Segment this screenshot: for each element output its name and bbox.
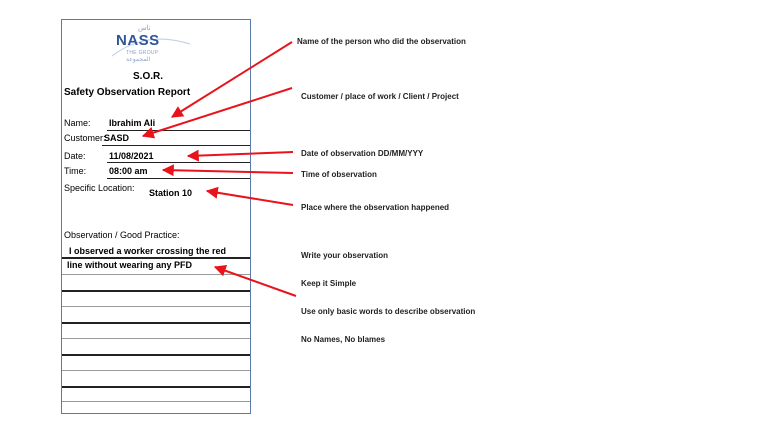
location-label: Specific Location:: [64, 183, 135, 193]
date-value: 11/08/2021: [109, 151, 154, 161]
annotation-basic-words: Use only basic words to describe observation: [301, 307, 476, 316]
annotation-date: Date of observation DD/MM/YYY: [301, 149, 424, 158]
observation-line-1: I observed a worker crossing the red: [69, 246, 227, 256]
annotation-time: Time of observation: [301, 170, 377, 179]
form-short-title: S.O.R.: [133, 71, 164, 82]
arrow-name: [172, 42, 292, 117]
arrow-observation: [215, 267, 296, 296]
form-title: Safety Observation Report: [64, 87, 191, 98]
observation-line-2: line without wearing any PFD: [67, 260, 193, 270]
logo-arabic-top: ناس: [138, 25, 151, 32]
logo-arabic-bottom: المجموعة: [126, 57, 151, 63]
customer-label: Customer:: [64, 133, 106, 143]
logo-name: NASS: [116, 32, 160, 49]
customer-value: SASD: [104, 133, 130, 143]
annotation-name: Name of the person who did the observation: [297, 37, 466, 46]
name-label: Name:: [64, 118, 91, 128]
annotation-write: Write your observation: [301, 251, 388, 260]
time-label: Time:: [64, 166, 87, 176]
time-value: 08:00 am: [109, 166, 148, 176]
observation-label: Observation / Good Practice:: [64, 230, 180, 240]
annotation-simple: Keep it Simple: [301, 279, 357, 288]
arrow-time: [163, 170, 293, 173]
annotation-no-blames: No Names, No blames: [301, 335, 386, 344]
arrow-date: [188, 152, 293, 156]
date-label: Date:: [64, 151, 86, 161]
logo-subtitle: THE GROUP: [126, 50, 159, 56]
annotation-location: Place where the observation happened: [301, 203, 450, 212]
arrow-location: [207, 191, 293, 205]
location-value: Station 10: [149, 188, 193, 198]
annotation-customer: Customer / place of work / Client / Project: [301, 92, 459, 101]
name-value: Ibrahim Ali: [109, 118, 156, 128]
arrow-customer: [143, 88, 292, 136]
